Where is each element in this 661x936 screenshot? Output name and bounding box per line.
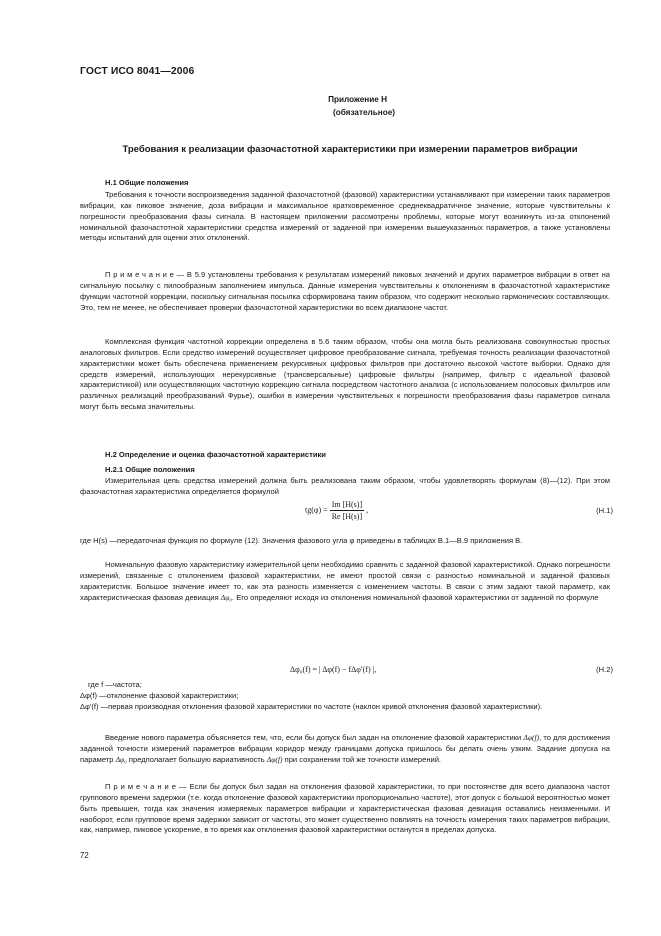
- standard-header: ГОСТ ИСО 8041—2006: [80, 66, 195, 77]
- definition-text: первая производная отклонения фазовой характеристики по частоте (наклон кривой отклонения фазовой характеристики).: [108, 701, 543, 711]
- note-1: П р и м е ч а н и е — В 5.9 установлены требования к результатам измерений пиковых значений и других параметров вибрации в ответ на сигнальную посылку с пилообразным заполнением импульса. Данные измерения чувствительны к отклонениям в фазочастотной характеристике функции частотной коррекции, поскольку сигнальная посылка сформирована таким образом, что содержит несколько гармонических составляющих. Это, тем не менее, не обеспечивает проверки фазочастотной характеристики во всем диапазоне частот.: [80, 270, 610, 312]
- section-heading-h2: Н.2 Определение и оценка фазочастотной характеристики: [105, 450, 326, 459]
- appendix-status: (обязательное): [333, 108, 395, 117]
- appendix-label: Приложение Н: [328, 95, 387, 104]
- symbol-delta-phi0: Δφ₀: [115, 754, 127, 764]
- paragraph-6: [80, 733, 610, 766]
- definition-symbol: где f —: [88, 680, 113, 689]
- paragraph-3: Комплексная функция частотной коррекции определена в 5.6 таким образом, чтобы она могла быть реализована совокупностью простых аналоговых фильтров. Если средство измерений осуществляет цифровое преобразование сигнала, требуемая точность реализации фазочастотной характеристики может быть обеспечена применением рекурсивных цифровых фильтров при достаточно высокой частоте выборки. Однако для средств измерений, использующих нерекурсивные (трансверсальные) цифровые фильтры (например, фильтр с идеальной фазовой характеристикой) или осуществляющих частотную коррекцию сигнала посредством частотного анализа (с использованием полосовых фильтров или различных реализаций преобразований Фурье), ошибки в измерении чувствительных к погрешности преобразования фазы параметров сигнала могут быть весьма значительны.: [80, 337, 610, 412]
- equation-h1-numerator: Im [H(s)]: [331, 500, 363, 509]
- paragraph-6-part-a: Введение нового параметра объясняется тем, что, если бы допуск был задан на отклонение фазовой характеристики: [105, 733, 524, 742]
- equation-h1-denominator: Re [H(s)]: [331, 512, 363, 521]
- definition-text: передаточная функция по формуле (12). Значения фазового угла φ приведены в таблицах В.1—В.9 приложения В.: [117, 536, 523, 545]
- symbol-delta-phi-f: Δφ(f): [266, 754, 283, 764]
- appendix-title: Требования к реализации фазочастотной характеристики при измерении параметров вибрации: [122, 144, 578, 155]
- definition-row: [80, 691, 610, 702]
- definition-symbol: Δφ(f) —: [80, 690, 107, 700]
- equation-h2-number: (Н.2): [596, 665, 613, 674]
- equation-h1-number: (Н.1): [596, 506, 613, 515]
- definition-symbol: Δφ′(f) —: [80, 701, 109, 711]
- definition-row: [80, 680, 610, 691]
- definition-row: [80, 702, 610, 713]
- definitions-h1: [80, 536, 610, 547]
- paragraph-5-part-a: Номинальную фазовую характеристику измерительной цепи необходимо сравнить с заданной фазовой характеристикой. Однако погрешности измерений, связанные с отклонением фазовой характеристики, не имеют простой связи с разностью номинальной и заданной фазовых характеристик. Большое значение имеет то, как эта разность изменяется с изменением частоты. В связи с этим задают такой параметр, как характеристическая фазовая девиация: [80, 560, 610, 602]
- paragraph-6-part-b: , то для достижения заданной точности измерений параметров вибрации коридор между границами допуска пришлось бы делать очень узким. Задание допуска на параметр: [80, 733, 610, 764]
- definitions-h2: [80, 680, 610, 713]
- paragraph-1: Требования к точности воспроизведения заданной фазочастотной (фазовой) характеристики устанавливают при измерении таких параметров вибрации, как пиковое значение, доза вибрации и максимальное кратковременное среднеквадратичное значение, которые чувствительны к погрешности преобразования фазы сигнала. В настоящем приложении рассмотрены проблемы, которые могут возникнуть из-за отклонений номинальной фазочастотной характеристики средства измерений от заданной при измерении вышеуказанных параметров, а также установлены методы испытаний для оценки этих отклонений.: [80, 190, 610, 243]
- definition-text: отклонение фазовой характеристики;: [106, 690, 239, 700]
- paragraph-4: Измерительная цепь средства измерений должна быть реализована таким образом, чтобы удовлетворять формулам (8)—(12). При этом фазочастотная характеристика определяется формулой: [80, 476, 610, 496]
- paragraph-5: [80, 560, 610, 603]
- paragraph-6-part-d: при сохранении той же точности измерений.: [282, 754, 442, 764]
- equation-h1-fraction: [330, 500, 364, 521]
- note-2: П р и м е ч а н и е — Если бы допуск был задан на отклонения фазовой характеристики, то при постоянстве для всего диапазона частот группового времени задержки (т.е. когда отклонение фазовой характеристики пропорционально частоте), этот допуск с большой вероятностью может быть превышен, тогда как значения измеряемых параметров вибрации и характеристическая фазовая девиация оставались неизменными. И наоборот, если групповое время задержки зависит от частоты, это может существенно повлиять на точность измерения таких параметров вибрации, как, например, пиковое ускорение, в то время как отклонения фазовой характеристики останутся в пределах допуска.: [80, 782, 610, 835]
- section-heading-h1: Н.1 Общие положения: [105, 178, 189, 187]
- paragraph-6-part-c: предполагает большую вариативность: [126, 754, 267, 764]
- page-number: 72: [80, 851, 89, 860]
- section-heading-h21: Н.2.1 Общие положения: [105, 465, 195, 474]
- equation-h1: [305, 500, 368, 521]
- equation-h1-lhs: tg(φ) =: [305, 505, 328, 515]
- symbol-delta-phi0: Δφ₀: [220, 592, 233, 602]
- symbol-delta-phi-f: Δφ(f): [523, 733, 540, 742]
- definition-symbol: где H(s) —: [80, 536, 118, 545]
- equation-h1-tail: ,: [366, 505, 369, 515]
- definition-text: частота;: [112, 680, 142, 689]
- paragraph-5-part-b: . Его определяют исходя из отклонения номинальной фазовой характеристики от заданной по формуле: [232, 592, 599, 602]
- definition-row: [80, 536, 610, 547]
- equation-h2: Δφ₀(f) = | Δφ(f) − fΔφ′(f) |,: [290, 665, 377, 674]
